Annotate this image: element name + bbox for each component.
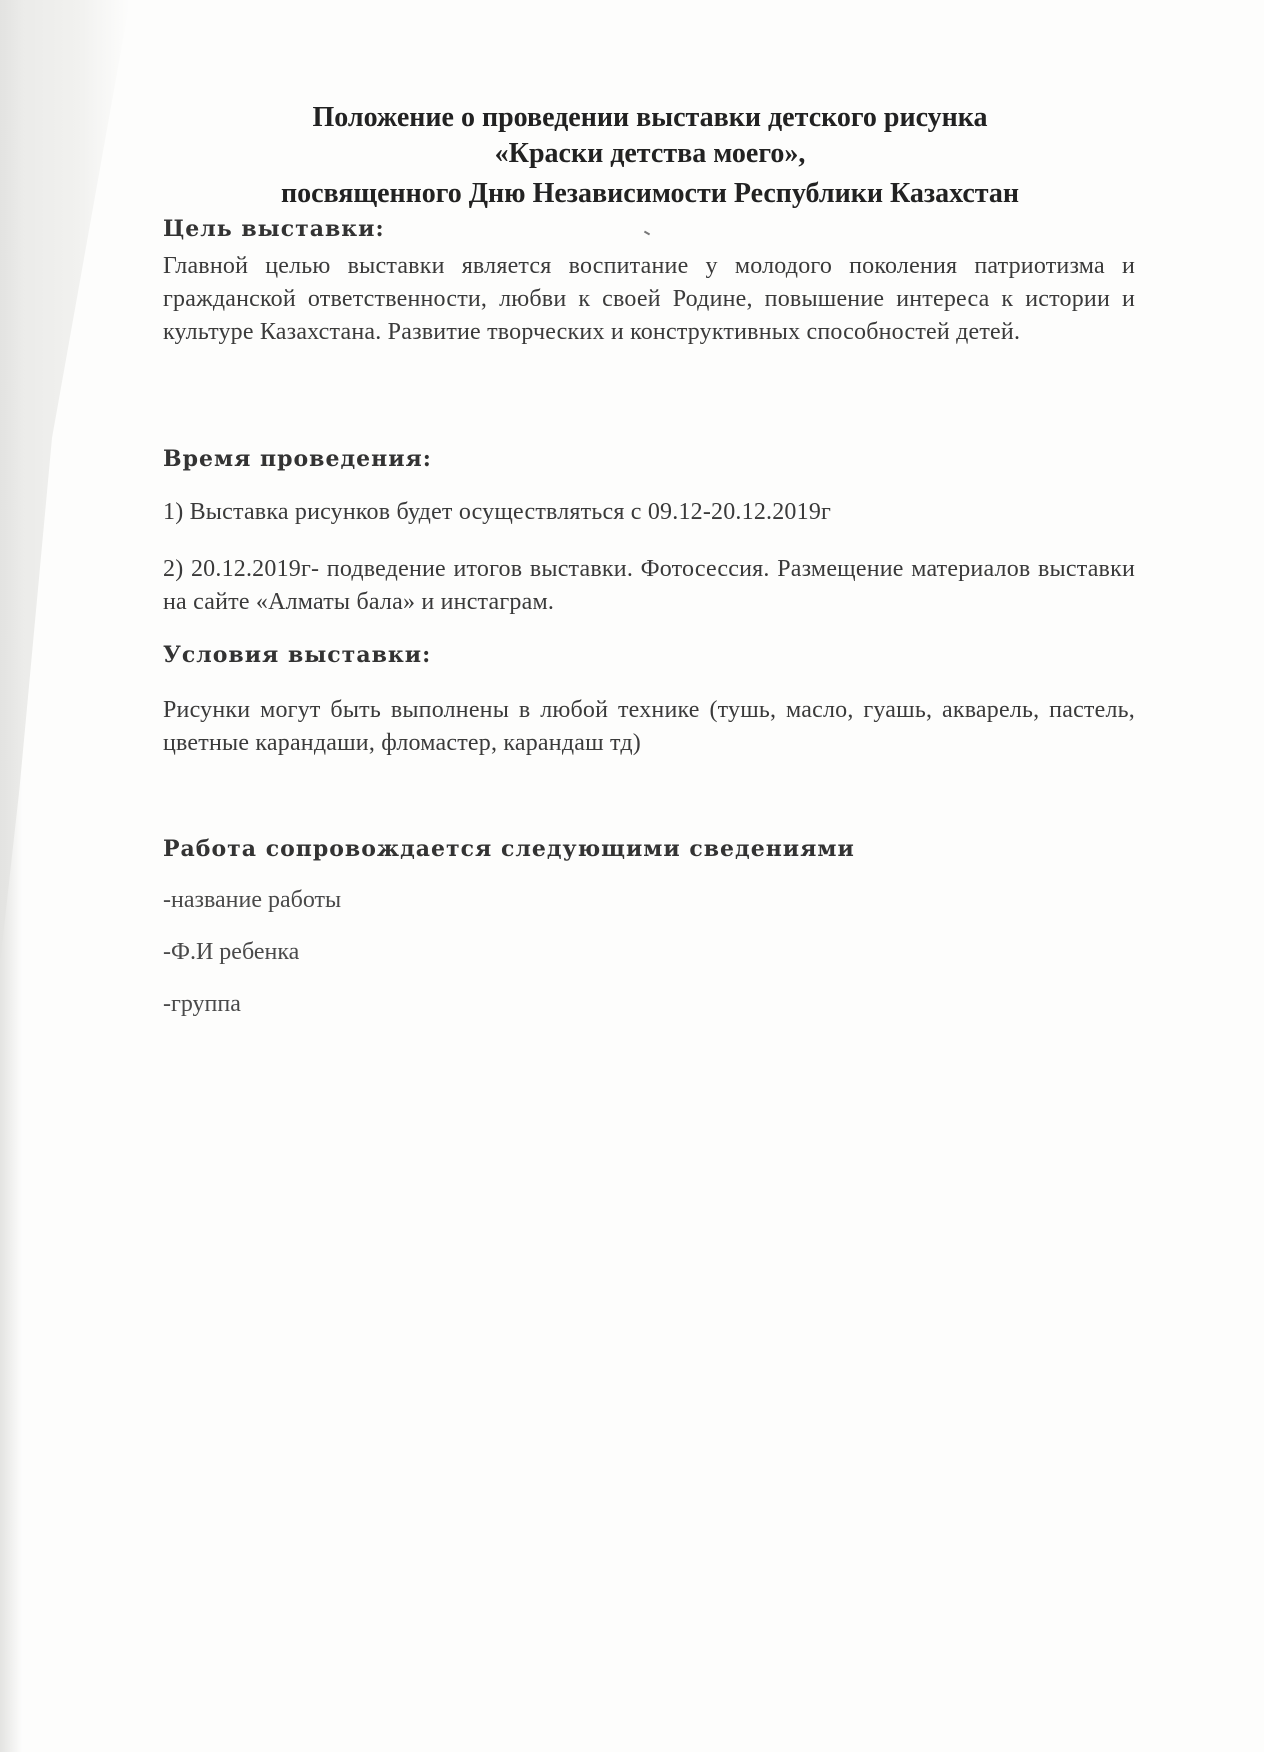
document-title-line-2: «Краски детства моего»,	[494, 138, 806, 169]
schedule-item-2: 2) 20.12.2019г- подведение итогов выставки. Фотосессия. Размещение материалов выставки на сайте «Алматы бала» и инстаграм.	[163, 556, 1135, 615]
conditions-text: Рисунки могут быть выполнены в любой технике (тушь, масло, гуашь, акварель, пастель, цветные карандаши, фломастер, карандаш тд)	[163, 697, 1135, 756]
goal-text: Главной целью выставки является воспитание у молодого поколения патриотизма и гражданской ответственности, любви к своей Родине, повышение интереса к истории и культуре Казахстана. Развитие творческих и конструктивных способностей детей.	[163, 253, 1135, 345]
schedule-item-1: 1) Выставка рисунков будет осуществляться с 09.12-20.12.2019г	[163, 499, 832, 525]
schedule-heading: Время проведения:	[163, 446, 432, 472]
info-item-child-name: -Ф.И ребенка	[163, 939, 300, 965]
goal-heading: Цель выставки:	[163, 216, 385, 242]
info-item-work-title: -название работы	[163, 887, 342, 913]
info-item-group: -группа	[163, 991, 241, 1017]
document-title-line-3: посвященного Дню Независимости Республики Казахстан	[280, 178, 1020, 209]
scan-speck	[644, 231, 650, 236]
info-heading: Работа сопровождается следующими сведениями	[163, 836, 855, 862]
document-title-line-1: Положение о проведении выставки детского рисунка	[312, 102, 988, 133]
conditions-heading: Условия выставки:	[163, 642, 432, 668]
